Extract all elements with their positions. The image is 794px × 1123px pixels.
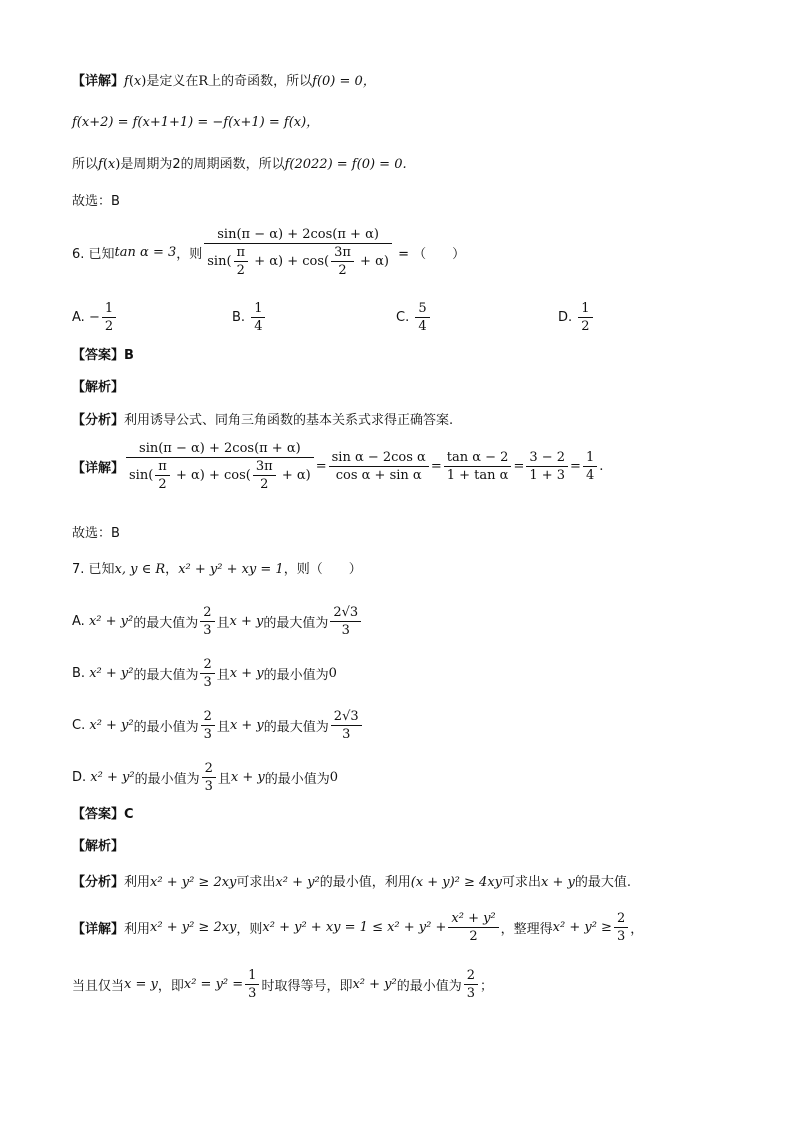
text: 所以 — [72, 157, 99, 172]
q7-option-d[interactable]: D. x² + y²的最小值为 $\frac{2}{3}$ 且x + y的最小值为0 — [72, 761, 339, 794]
q6-tail: = （ ） — [393, 247, 466, 262]
q6-stem-pre: 6. 已知 — [72, 247, 115, 262]
q6-option-a[interactable]: A. − $\frac{1}{2}$ — [72, 300, 118, 335]
q7-cond1: x, y ∈ R — [114, 562, 166, 577]
q6-expr-num: sin(π − α) + 2cos(π + α) — [204, 226, 392, 244]
q6-expr-den: sin( $\frac{\pi}{2}$ + α) + cos( $\frac{3\pi}{2}$ + α) — [207, 245, 389, 278]
q7-jiexi: 【解析】 — [72, 839, 125, 854]
q6-analysis: 【分析】利用诱导公式、同角三角函数的基本关系式求得正确答案. — [72, 413, 454, 428]
q7-stem: 7. 已知x, y ∈ R，x² + y² + xy = 1，则（ ） — [72, 562, 362, 577]
q6-step1: $\frac{\text{sin α − 2cos α}}{\text{cos α + sin α}}$ — [329, 449, 429, 484]
q7-cond2: x² + y² + xy = 1 — [178, 562, 284, 577]
q6-option-b[interactable]: B. $\frac{1}{4}$ — [232, 300, 267, 335]
text: 上的奇函数，所以 — [208, 74, 313, 89]
q6-step4: $\frac{1}{4}$ — [583, 449, 597, 484]
q6-condition: tan α = 3 — [114, 245, 177, 260]
q6-answer: 【答案】B — [72, 348, 134, 363]
q6-option-c[interactable]: C. $\frac{5}{4}$ — [396, 300, 432, 335]
p5-detail-line3: 所以f(x)是周期为2的周期函数，所以f(2022) = f(0) = 0. — [72, 157, 407, 172]
q6-choice: 故选：B — [72, 526, 120, 541]
q6-detail-expr: sin(π − α) + 2cos(π + α) sin( $\frac{\pi}{2}$ + α) + cos( $\frac{3\pi}{2}$ + α) — [126, 440, 314, 493]
q6-jiexi: 【解析】 — [72, 380, 125, 395]
text: 是定义在 — [146, 74, 199, 89]
detail-label: 【详解】 — [72, 74, 125, 89]
equation: f(2022) = f(0) = 0. — [284, 157, 407, 172]
R-symbol: R — [198, 74, 209, 89]
p5-detail-line2 — [72, 113, 319, 133]
q6-step2: $\frac{\text{tan α − 2}}{\text{1 + tan α}}$ — [444, 449, 512, 484]
q6-then: ，则 — [176, 247, 203, 262]
q6-step3: $\frac{3 - 2}{1 + 3}$ — [526, 449, 568, 484]
q7-analysis: 【分析】利用x² + y² ≥ 2xy可求出x² + y²的最小值，利用(x + y)² ≥ 4xy可求出x + y的最大值. — [72, 875, 631, 890]
q6-detail: 【详解】 sin(π − α) + 2cos(π + α) sin( $\frac{\pi}{2}$ + α) + cos( $\frac{3\pi}{2}$ + α) = $\frac{\text{sin α − 2cos α}}{\text{cos α + sin α}}$ = $\frac{\text{tan α − 2}}{\text{1 + tan α}}$ = $\frac{3 - 2}{1 + 3}$ = $\frac{1}{4}$ . — [72, 441, 604, 492]
equation: f(x+2) = f(x+1+1) = −f(x+1) = f(x)， — [72, 115, 320, 130]
p5-choice: 故选：B — [72, 194, 120, 209]
equation: f(0) = 0， — [312, 74, 376, 89]
q7-detail-line1: 【详解】利用x² + y² ≥ 2xy，则x² + y² + xy = 1 ≤ x² + y² + $\frac{\text{x² + y²}}{2}$ ，整理得x² + y² ≥ $\frac{2}{3}$ ， — [72, 911, 644, 944]
q6-stem — [72, 226, 465, 279]
q6-option-d[interactable]: D. $\frac{1}{2}$ — [558, 300, 595, 335]
q7-option-b[interactable]: B. x² + y²的最大值为 $\frac{2}{3}$ 且x + y的最小值为0 — [72, 657, 337, 690]
q7-option-a[interactable]: A. x² + y²的最大值为 $\frac{2}{3}$ 且x + y的最大值为 $\frac{2√3}{3}$ — [72, 604, 363, 639]
text: 是周期为2的周期函数，所以 — [120, 157, 285, 172]
p5-detail-line1: 【详解】f(x)是定义在R上的奇函数，所以f(0) = 0， — [72, 74, 376, 89]
q7-detail-line2: 当且仅当x = y，即x² = y² = $\frac{1}{3}$ 时取得等号，即x² + y²的最小值为 $\frac{2}{3}$ ； — [72, 968, 494, 1001]
q7-answer: 【答案】C — [72, 807, 134, 822]
q7-option-c[interactable]: C. x² + y²的最小值为 $\frac{2}{3}$ 且x + y的最大值为 $\frac{2√3}{3}$ — [72, 708, 364, 743]
fx-expr: f — [124, 74, 129, 89]
q6-expression — [204, 226, 392, 279]
